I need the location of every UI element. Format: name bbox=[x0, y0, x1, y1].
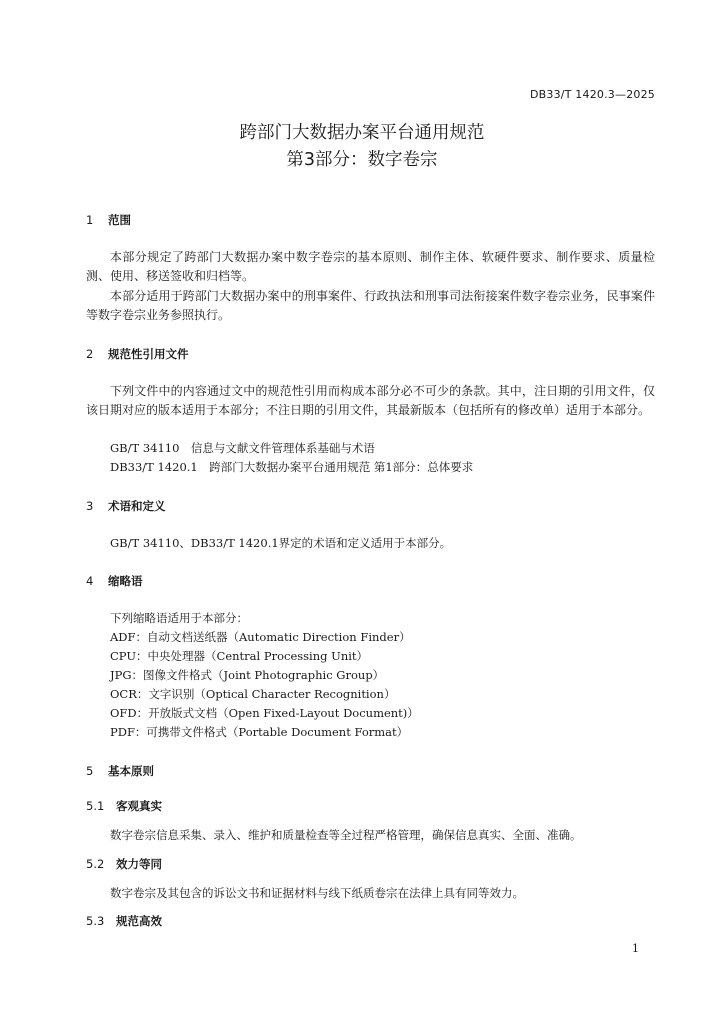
abbreviation-item: ADF：自动文档送纸器（Automatic Direction Finder） bbox=[110, 630, 411, 644]
abbreviation-item: CPU：中央处理器（Central Processing Unit） bbox=[110, 649, 369, 663]
document-title-line2: 第3部分：数字卷宗 bbox=[286, 150, 438, 170]
subsection-number: 5.2 bbox=[86, 857, 105, 871]
section-3-paragraph-1: GB/T 34110、DB33/T 1420.1界定的术语和定义适用于本部分。 bbox=[110, 536, 452, 550]
section-4-heading bbox=[86, 573, 143, 589]
page-number: 1 bbox=[632, 942, 639, 955]
abbreviation-item: OFD：开放版式文档（Open Fixed-Layout Document)） bbox=[110, 706, 419, 720]
section-1-paragraph-2: 本部分适用于跨部门大数据办案中的刑事案件、行政执法和刑事司法衔接案件数字卷宗业务，民事案件等数字卷宗业务参照执行。 bbox=[86, 289, 655, 322]
subsection-title: 客观真实 bbox=[116, 799, 162, 813]
section-number: 5 bbox=[86, 764, 94, 778]
section-3-heading bbox=[86, 498, 166, 514]
section-number: 1 bbox=[86, 213, 94, 227]
abbreviation-intro: 下列缩略语适用于本部分： bbox=[110, 611, 248, 625]
section-title: 缩略语 bbox=[108, 574, 143, 588]
section-number: 2 bbox=[86, 347, 94, 361]
abbreviation-item: OCR：文字识别（Optical Character Recognition） bbox=[110, 687, 396, 701]
section-number: 4 bbox=[86, 574, 94, 588]
section-title: 规范性引用文件 bbox=[108, 347, 189, 361]
section-1-heading bbox=[86, 212, 131, 228]
subsection-5-2-text: 数字卷宗及其包含的诉讼文书和证据材料与线下纸质卷宗在法律上具有同等效力。 bbox=[110, 886, 524, 900]
subsection-5-1-heading bbox=[86, 798, 162, 814]
section-title: 基本原则 bbox=[108, 764, 154, 778]
subsection-number: 5.3 bbox=[86, 914, 105, 928]
subsection-title: 规范高效 bbox=[116, 914, 162, 928]
section-1-paragraph-1: 本部分规定了跨部门大数据办案中数字卷宗的基本原则、制作主体、软硬件要求、制作要求、质量检测、使用、移送签收和归档等。 bbox=[86, 250, 655, 283]
abbreviation-item: PDF：可携带文件格式（Portable Document Format） bbox=[110, 725, 409, 739]
reference-item: GB/T 34110 信息与文献文件管理体系基础与术语 bbox=[110, 441, 375, 455]
document-code: DB33/T 1420.3—2025 bbox=[529, 88, 655, 101]
section-2-heading bbox=[86, 346, 189, 362]
reference-item: DB33/T 1420.1 跨部门大数据办案平台通用规范 第1部分：总体要求 bbox=[110, 460, 474, 474]
section-5-heading bbox=[86, 763, 154, 779]
subsection-number: 5.1 bbox=[86, 799, 105, 813]
subsection-5-3-heading bbox=[86, 913, 162, 929]
section-2-paragraph-1: 下列文件中的内容通过文中的规范性引用而构成本部分必不可少的条款。其中，注日期的引用文件，仅该日期对应的版本适用于本部分；不注日期的引用文件，其最新版本（包括所有的修改单）适用于本部分。 bbox=[86, 384, 655, 417]
section-title: 术语和定义 bbox=[108, 499, 166, 513]
section-number: 3 bbox=[86, 499, 94, 513]
subsection-title: 效力等同 bbox=[116, 857, 162, 871]
section-title: 范围 bbox=[108, 213, 131, 227]
abbreviation-item: JPG：图像文件格式（Joint Photographic Group） bbox=[110, 668, 385, 682]
subsection-5-1-text: 数字卷宗信息采集、录入、维护和质量检查等全过程严格管理，确保信息真实、全面、准确。 bbox=[110, 828, 582, 842]
document-title-line1: 跨部门大数据办案平台通用规范 bbox=[239, 123, 485, 143]
subsection-5-2-heading bbox=[86, 856, 162, 872]
